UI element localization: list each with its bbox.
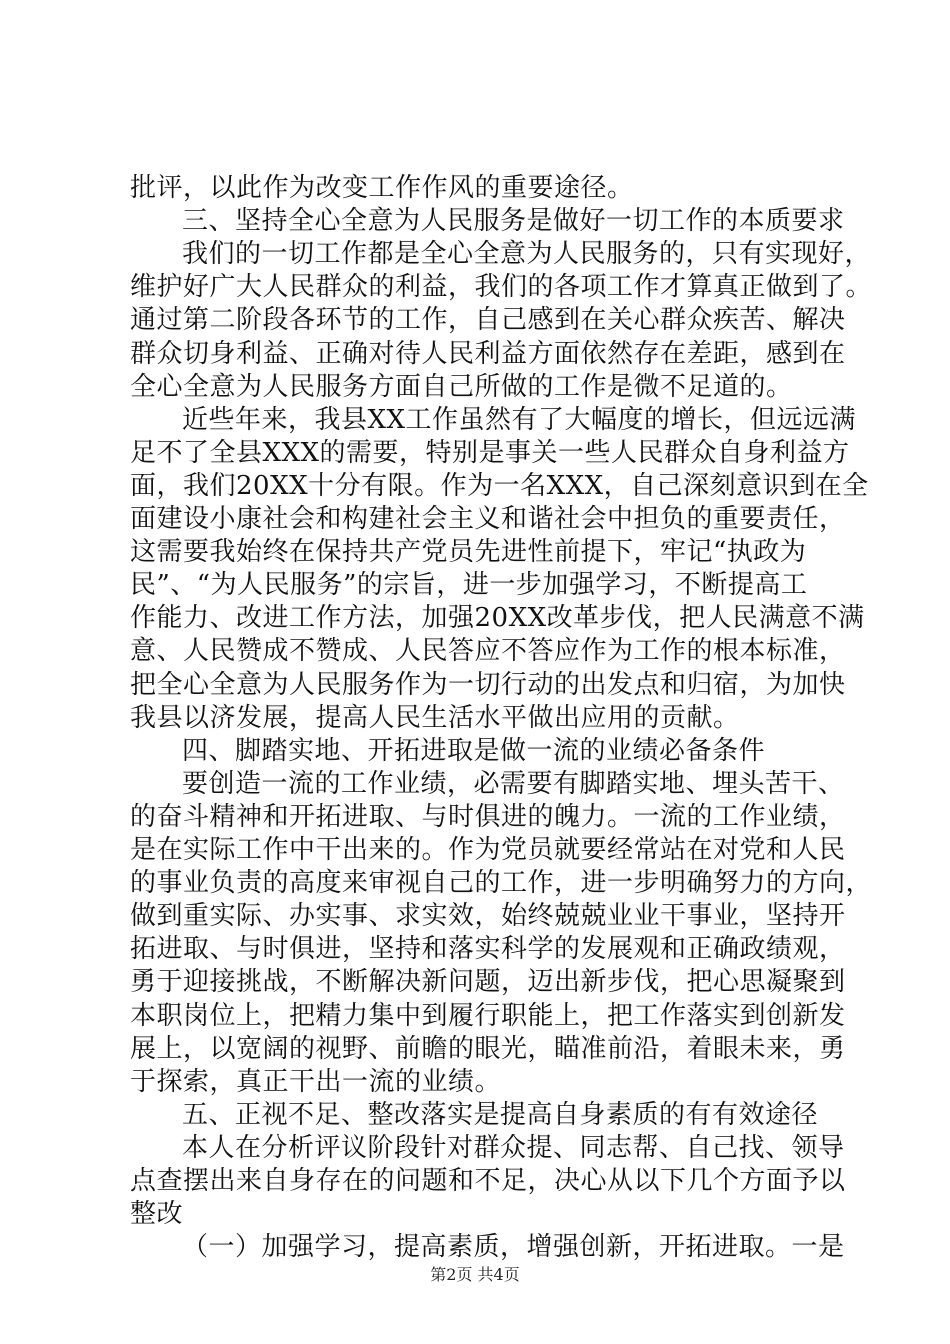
text-line: 点查摆出来自身存在的问题和不足，决心从以下几个方面予以 bbox=[130, 1166, 846, 1196]
text-line: 勇于迎接挑战，不断解决新问题，迈出新步伐，把心思凝聚到 bbox=[130, 967, 846, 997]
text-line: 面建设小康社会和构建社会主义和谐社会中担负的重要责任， bbox=[130, 504, 846, 534]
section-heading: 四、脚踏实地、开拓进取是做一流的业绩必备条件 bbox=[182, 736, 766, 766]
text-line: 我们的一切工作都是全心全意为人民服务的，只有实现好， bbox=[182, 239, 872, 269]
text-line: 批评，以此作为改变工作作风的重要途径。 bbox=[130, 173, 634, 203]
text-line: 全心全意为人民服务方面自己所做的工作是微不足道的。 bbox=[130, 372, 793, 402]
section-heading: 五、正视不足、整改落实是提高自身素质的有有效途径 bbox=[182, 1100, 819, 1130]
text-line: 要创造一流的工作业绩，必需要有脚踏实地、埋头苦干、 bbox=[182, 769, 845, 799]
text-line: 面，我们20XX十分有限。作为一名XXX，自己深刻意识到在全 bbox=[130, 471, 869, 501]
text-line: 维护好广大人民群众的利益，我们的各项工作才算真正做到了。 bbox=[130, 272, 873, 302]
text-line: 本人在分析评议阶段针对群众提、同志帮、自己找、领导 bbox=[182, 1133, 845, 1163]
page-footer: 第2页 共4页 bbox=[430, 1265, 520, 1284]
section-heading: 三、坚持全心全意为人民服务是做好一切工作的本质要求 bbox=[182, 206, 845, 236]
text-line: 做到重实际、办实事、求实效，始终兢兢业业干事业，坚持开 bbox=[130, 901, 846, 931]
text-line: 意、人民赞成不赞成、人民答应不答应作为工作的根本标准， bbox=[130, 636, 846, 666]
text-line: 作能力、改进工作方法，加强20XX改革步伐，把人民满意不满 bbox=[130, 603, 865, 633]
text-line: 通过第二阶段各环节的工作，自己感到在关心群众疾苦、解决 bbox=[130, 305, 846, 335]
text-line: 拓进取、与时俱进，坚持和落实科学的发展观和正确政绩观， bbox=[130, 934, 846, 964]
text-line: 近些年来，我县XX工作虽然有了大幅度的增长，但远远满 bbox=[182, 405, 857, 435]
text-line: 这需要我始终在保持共产党员先进性前提下，牢记“执政为 bbox=[130, 537, 807, 567]
text-line: 本职岗位上，把精力集中到履行职能上，把工作落实到创新发 bbox=[130, 1001, 846, 1031]
text-line: 民”、“为人民服务”的宗旨，进一步加强学习，不断提高工 bbox=[130, 570, 808, 600]
text-line: 足不了全县XXX的需要，特别是事关一些人民群众自身利益方 bbox=[130, 438, 850, 468]
text-line: （一）加强学习，提高素质，增强创新，开拓进取。一是 bbox=[182, 1232, 845, 1262]
text-line: 整改 bbox=[130, 1199, 184, 1229]
text-line: 我县以济发展，提高人民生活水平做出应用的贡献。 bbox=[130, 703, 740, 733]
text-line: 把全心全意为人民服务作为一切行动的出发点和归宿，为加快 bbox=[130, 670, 846, 700]
text-line: 的奋斗精神和开拓进取、与时俱进的魄力。一流的工作业绩， bbox=[130, 802, 846, 832]
text-line: 群众切身利益、正确对待人民利益方面依然存在差距，感到在 bbox=[130, 339, 846, 369]
text-line: 的事业负责的高度来审视自己的工作，进一步明确努力的方向， bbox=[130, 868, 873, 898]
text-line: 是在实际工作中干出来的。作为党员就要经常站在对党和人民 bbox=[130, 835, 846, 865]
text-line: 展上，以宽阔的视野、前瞻的眼光，瞄准前沿，着眼未来，勇 bbox=[130, 1034, 846, 1064]
text-line: 于探索，真正干出一流的业绩。 bbox=[130, 1067, 502, 1097]
